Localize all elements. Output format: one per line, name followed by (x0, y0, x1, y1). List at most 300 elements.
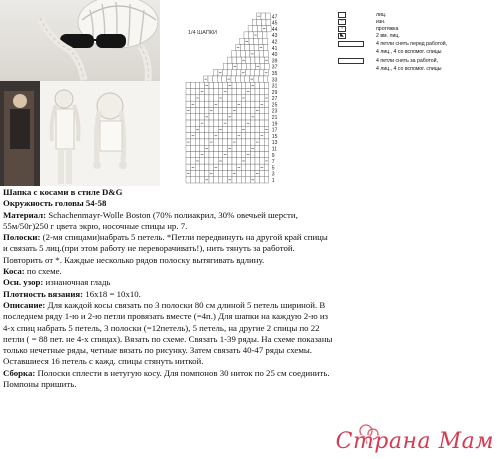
x-square-icon: × (338, 26, 346, 32)
empty-square-icon (338, 12, 346, 18)
chart-cell (248, 26, 253, 32)
chart-cell (261, 13, 266, 19)
chart-cell (237, 152, 242, 158)
chart-cell (264, 139, 269, 145)
chart-cell (218, 152, 223, 158)
row-number: 35 (271, 70, 278, 77)
chart-cell (241, 170, 246, 176)
chart-cell (260, 152, 265, 158)
chart-cell (252, 19, 257, 25)
chart-cell (209, 152, 214, 158)
chart-cell (240, 38, 245, 44)
chart-cell (223, 126, 228, 132)
chart-cell (249, 32, 254, 38)
chart-cell (218, 177, 223, 183)
chart-cell (237, 120, 242, 126)
row-number: 33 (271, 77, 278, 84)
chart-cell (232, 177, 237, 183)
chart-cell (209, 158, 214, 164)
chart-cell (260, 177, 265, 183)
chart-cell (214, 152, 219, 158)
chart-cell (191, 170, 196, 176)
chart-cell (186, 89, 191, 95)
chart-cell (255, 152, 260, 158)
chart-cell (213, 76, 218, 82)
legend-item: лиц. (338, 12, 386, 18)
chart-cell (186, 95, 191, 101)
chart-cell (242, 63, 247, 69)
chart-cell (255, 57, 260, 63)
row-number: 5 (271, 165, 275, 172)
chart-cell (191, 126, 196, 132)
chart-cell (218, 133, 223, 139)
chart-cell (246, 95, 251, 101)
braid-line: Коса: по схеме. (3, 266, 62, 277)
chart-cell (260, 114, 265, 120)
chart-cell (250, 158, 255, 164)
chart-cell (191, 107, 196, 113)
stripes-line-2: и связать 5 лиц.(при этом работу не переворачивать!), нить тянуть за работой. (3, 243, 295, 254)
hat-product-photo (0, 0, 160, 81)
chart-cell (237, 170, 242, 176)
chart-cell (255, 164, 260, 170)
chart-cell (232, 101, 237, 107)
chart-cell (223, 114, 228, 120)
chart-cell (260, 63, 265, 69)
legend-item: – изн. (338, 19, 386, 25)
chart-cell (223, 95, 228, 101)
chart-cell (186, 152, 191, 158)
chart-cell (227, 101, 232, 107)
chart-cell (214, 139, 219, 145)
chart-cell (195, 82, 200, 88)
chart-cell (186, 164, 191, 170)
chart-cell (241, 139, 246, 145)
chart-cell (209, 89, 214, 95)
chart-cell (263, 38, 268, 44)
chart-cell (200, 133, 205, 139)
chart-cell (260, 158, 265, 164)
chart-cell (250, 126, 255, 132)
base-pattern-line: Осн. узор: изнаночная гладь (3, 277, 111, 288)
chart-cell (261, 19, 266, 25)
row-number: 1 (271, 178, 275, 184)
row-number: 29 (271, 89, 278, 96)
chart-cell (254, 38, 259, 44)
chart-cell (264, 114, 269, 120)
chart-cell (258, 38, 263, 44)
chart-cell (204, 152, 209, 158)
chart-cell (255, 158, 260, 164)
chart-cell (200, 164, 205, 170)
chart-cell (200, 101, 205, 107)
chart-cell (208, 76, 213, 82)
chart-cell (245, 51, 250, 57)
row-number: 7 (271, 159, 275, 166)
chart-cell (186, 101, 191, 107)
chart-cell (214, 95, 219, 101)
chart-cell (241, 82, 246, 88)
chart-cell (260, 170, 265, 176)
chart-cell (209, 95, 214, 101)
row-number: 3 (271, 171, 275, 178)
chart-cell (200, 114, 205, 120)
chart-cell (232, 57, 237, 63)
chart-cell (265, 63, 270, 69)
chart-cell (264, 170, 269, 176)
chart-cell (232, 145, 237, 151)
chart-cell (237, 82, 242, 88)
chart-cell (246, 158, 251, 164)
legend-item: × протяжка (338, 26, 398, 32)
chart-cell (204, 120, 209, 126)
chart-cell (241, 101, 246, 107)
chart-cell (204, 107, 209, 113)
chart-cell (260, 95, 265, 101)
chart-cell (228, 63, 233, 69)
chart-cell (241, 177, 246, 183)
description-line-3: 4-х спиц набрать 5 петель, 3 полоски (=12петель), 5 петель, на другие 2 спицы по 22 (3, 322, 320, 333)
chart-cell (232, 89, 237, 95)
chart-cell (255, 70, 260, 76)
chart-cell (241, 164, 246, 170)
chart-cell (255, 145, 260, 151)
row-number: 41 (271, 45, 278, 52)
description-line-2: последнем ряду 1-ю и 2-ю петли провязать вместе (=4п.) Для шапки на каждую 2-ю из (3, 311, 329, 322)
chart-cell (227, 152, 232, 158)
legend-item: 4 петли снять за работой, (338, 58, 438, 64)
chart-cell (246, 82, 251, 88)
chart-cell (246, 57, 251, 63)
legend-item: 4 петли снять перед работой, (338, 41, 447, 47)
chart-cell (195, 145, 200, 151)
row-number: 25 (271, 102, 278, 109)
chart-cell (200, 170, 205, 176)
chart-cell (195, 164, 200, 170)
chart-cell (246, 101, 251, 107)
chart-cell (191, 120, 196, 126)
chart-cell (250, 164, 255, 170)
chart-cell (223, 107, 228, 113)
chart-cell (195, 107, 200, 113)
chart-cell (246, 126, 251, 132)
chart-cell (246, 177, 251, 183)
chart-cell (186, 120, 191, 126)
chart-cell (195, 139, 200, 145)
chart-cell (246, 145, 251, 151)
chart-cell (232, 70, 237, 76)
chart-cell (191, 152, 196, 158)
chart-cell (204, 139, 209, 145)
chart-cell (264, 82, 269, 88)
chart-cell (260, 82, 265, 88)
chart-cell (264, 120, 269, 126)
chart-cell (214, 177, 219, 183)
chart-cell (264, 51, 269, 57)
chart-cell (227, 95, 232, 101)
chart-cell (191, 177, 196, 183)
description-line: Описание: Для каждой косы связать по 3 полоски 80 см длиной 5 петель шириной. В (3, 299, 326, 310)
chart-cell (223, 139, 228, 145)
chart-cell (260, 89, 265, 95)
row-number: 45 (271, 20, 278, 27)
stripes-line: Полоски: (2-мя спицами)набрать 5 петель. *Петли передвинуть на другой край спицы (3, 232, 328, 243)
row-number: 47 (271, 14, 278, 21)
chart-cell (260, 145, 265, 151)
chart-cell (264, 133, 269, 139)
chart-cell (214, 107, 219, 113)
chart-cell (237, 107, 242, 113)
chart-cell (195, 152, 200, 158)
chart-cell (218, 114, 223, 120)
chart-cell (223, 170, 228, 176)
chart-cell (259, 70, 264, 76)
chart-cell (250, 89, 255, 95)
chart-cell (250, 139, 255, 145)
chart-cell (223, 177, 228, 183)
chart-cell (200, 177, 205, 183)
chart-cell (209, 177, 214, 183)
chart-cell (204, 133, 209, 139)
chart-cell (241, 51, 246, 57)
row-number: 27 (271, 96, 278, 103)
chart-cell (186, 114, 191, 120)
dash-square-icon: – (338, 19, 346, 25)
row-number: 19 (271, 121, 278, 128)
chart-cell (255, 82, 260, 88)
chart-cell (191, 95, 196, 101)
chart-cell (241, 145, 246, 151)
chart-cell (195, 120, 200, 126)
chart-cell (255, 177, 260, 183)
chart-cell (241, 120, 246, 126)
row-number: 31 (271, 83, 278, 90)
chart-cell (255, 101, 260, 107)
cable-left-icon (338, 41, 364, 47)
chart-cell (227, 139, 232, 145)
chart-cell (246, 133, 251, 139)
chart-cell (223, 158, 228, 164)
chart-cell (250, 107, 255, 113)
chart-cell (237, 63, 242, 69)
chart-cell (254, 44, 259, 50)
chart-cell (218, 82, 223, 88)
chart-cell (259, 51, 264, 57)
chart-cell (262, 32, 267, 38)
row-number: 40 (271, 52, 278, 59)
chart-cell (204, 89, 209, 95)
chart-cell (195, 114, 200, 120)
chart-cell (200, 145, 205, 151)
chart-cell (236, 76, 241, 82)
chart-cell (241, 152, 246, 158)
chart-cell (209, 164, 214, 170)
chart-cell (264, 89, 269, 95)
chart-cell (250, 152, 255, 158)
chart-cell (237, 95, 242, 101)
chart-cell (264, 164, 269, 170)
chart-cell (209, 114, 214, 120)
chart-cell (237, 158, 242, 164)
row-number: 9 (271, 152, 275, 159)
chart-cell (195, 177, 200, 183)
chart-cell (227, 158, 232, 164)
stripes-line-3: Повторить от *. Каждые несколько рядов полоску вытягивать вдлину. (3, 254, 265, 265)
chart-cell (241, 133, 246, 139)
description-line-6: Оставшиеся 16 петель с кажд. спицы стянуть ниткой. (3, 356, 204, 367)
chart-cell (214, 114, 219, 120)
chart-cell (236, 70, 241, 76)
chart-cell (246, 114, 251, 120)
chart-cell (232, 152, 237, 158)
chart-cell (223, 82, 228, 88)
chart-cell (260, 139, 265, 145)
chart-cell (218, 170, 223, 176)
chart-cell (263, 76, 268, 82)
chart-cell (200, 107, 205, 113)
pattern-title: Шапка с косами в стиле D&G (3, 187, 123, 197)
chart-cell (237, 89, 242, 95)
chart-cell (214, 170, 219, 176)
pattern-description (3, 187, 497, 390)
row-number: 15 (271, 133, 278, 140)
chart-cell (204, 158, 209, 164)
chart-cell (232, 51, 237, 57)
chart-cell (237, 126, 242, 132)
chart-cell (246, 107, 251, 113)
row-number: 44 (271, 26, 278, 33)
chart-cell (251, 63, 256, 69)
chart-cell (204, 101, 209, 107)
chart-cell (232, 95, 237, 101)
row-number: 37 (271, 64, 278, 71)
chart-cell (250, 70, 255, 76)
chart-cell (255, 120, 260, 126)
chart-cell (218, 101, 223, 107)
legend-item: 4 лиц., 4 со вспомог. спицы (376, 66, 442, 72)
knitting-chart (178, 10, 308, 190)
chart-cell (264, 145, 269, 151)
chart-cell (191, 158, 196, 164)
assembly-line-2: Помпоны пришить. (3, 379, 77, 390)
chart-cell (232, 114, 237, 120)
chart-cell (209, 120, 214, 126)
chart-cell (249, 44, 254, 50)
chart-cell (241, 107, 246, 113)
chart-cell (237, 139, 242, 145)
chart-cell (237, 145, 242, 151)
chart-cell (232, 126, 237, 132)
chart-cell (260, 120, 265, 126)
chart-cell (222, 76, 227, 82)
chart-cell (195, 170, 200, 176)
chart-cell (223, 63, 228, 69)
chart-cell (214, 82, 219, 88)
chart-cell (200, 139, 205, 145)
head-size-line: Окружность головы 54-58 (3, 198, 107, 209)
chart-cell (250, 95, 255, 101)
chart-cell (227, 126, 232, 132)
chart-cell (255, 51, 260, 57)
chart-cell (232, 158, 237, 164)
chart-cell (227, 89, 232, 95)
legend-item: 4 лиц., 4 со вспомог. спицы (376, 49, 442, 55)
chart-cell (246, 70, 251, 76)
chart-cell (227, 70, 232, 76)
chart-cell (227, 107, 232, 113)
chart-cell (223, 101, 228, 107)
site-watermark: Страна Мам (335, 429, 494, 454)
chart-cell (191, 139, 196, 145)
chart-cell (209, 145, 214, 151)
chart-cell (253, 26, 258, 32)
chart-cell (218, 164, 223, 170)
chart-cell (227, 120, 232, 126)
chart-cell (214, 145, 219, 151)
chart-cell (217, 76, 222, 82)
chart-cell (218, 89, 223, 95)
chart-cell (246, 139, 251, 145)
chart-cell (232, 82, 237, 88)
chart-cell (255, 114, 260, 120)
legend-item: ◣ 2 вм. лиц. (338, 33, 400, 39)
chart-cell (214, 89, 219, 95)
description-line-5: только нечетные ряды, четные вязать по рисунку. Затем связать 40-47 ряды схемы. (3, 345, 313, 356)
chart-cell (191, 82, 196, 88)
row-number: 21 (271, 115, 278, 122)
row-number: 23 (271, 108, 278, 115)
chart-cell (266, 13, 271, 19)
chart-cell (232, 133, 237, 139)
chart-cell (260, 107, 265, 113)
chart-cell (258, 32, 263, 38)
chart-cell (241, 114, 246, 120)
chart-cell (231, 76, 236, 82)
runway-models-photo (0, 81, 160, 186)
chart-cell (227, 170, 232, 176)
chart-cell (227, 133, 232, 139)
chart-cell (214, 120, 219, 126)
chart-cell (218, 120, 223, 126)
chart-cell (249, 38, 254, 44)
chart-cell (186, 158, 191, 164)
chart-legend (338, 12, 498, 84)
chart-cell (218, 107, 223, 113)
chart-cell (264, 107, 269, 113)
chart-cell (213, 70, 218, 76)
chart-cell (255, 89, 260, 95)
cable-right-icon (338, 58, 364, 64)
assembly-line: Сборка: Полоски сплести в нетугую косу. Для помпонов 30 ниток по 25 см соединить. (3, 367, 330, 378)
chart-cell (264, 152, 269, 158)
chart-cell (204, 126, 209, 132)
chart-cell (200, 95, 205, 101)
chart-cell (244, 32, 249, 38)
chart-cell (232, 120, 237, 126)
chart-cell (250, 170, 255, 176)
chart-cell (223, 133, 228, 139)
chart-cell (264, 177, 269, 183)
row-number: 39 (271, 58, 278, 65)
chart-cell (246, 170, 251, 176)
row-number: 17 (271, 127, 278, 134)
chart-cell (191, 145, 196, 151)
chart-cell (214, 158, 219, 164)
chart-cell (191, 89, 196, 95)
density-line: Плотность вязания: 16х18 = 10х10. (3, 288, 141, 299)
chart-cell (186, 145, 191, 151)
chart-cell (195, 89, 200, 95)
